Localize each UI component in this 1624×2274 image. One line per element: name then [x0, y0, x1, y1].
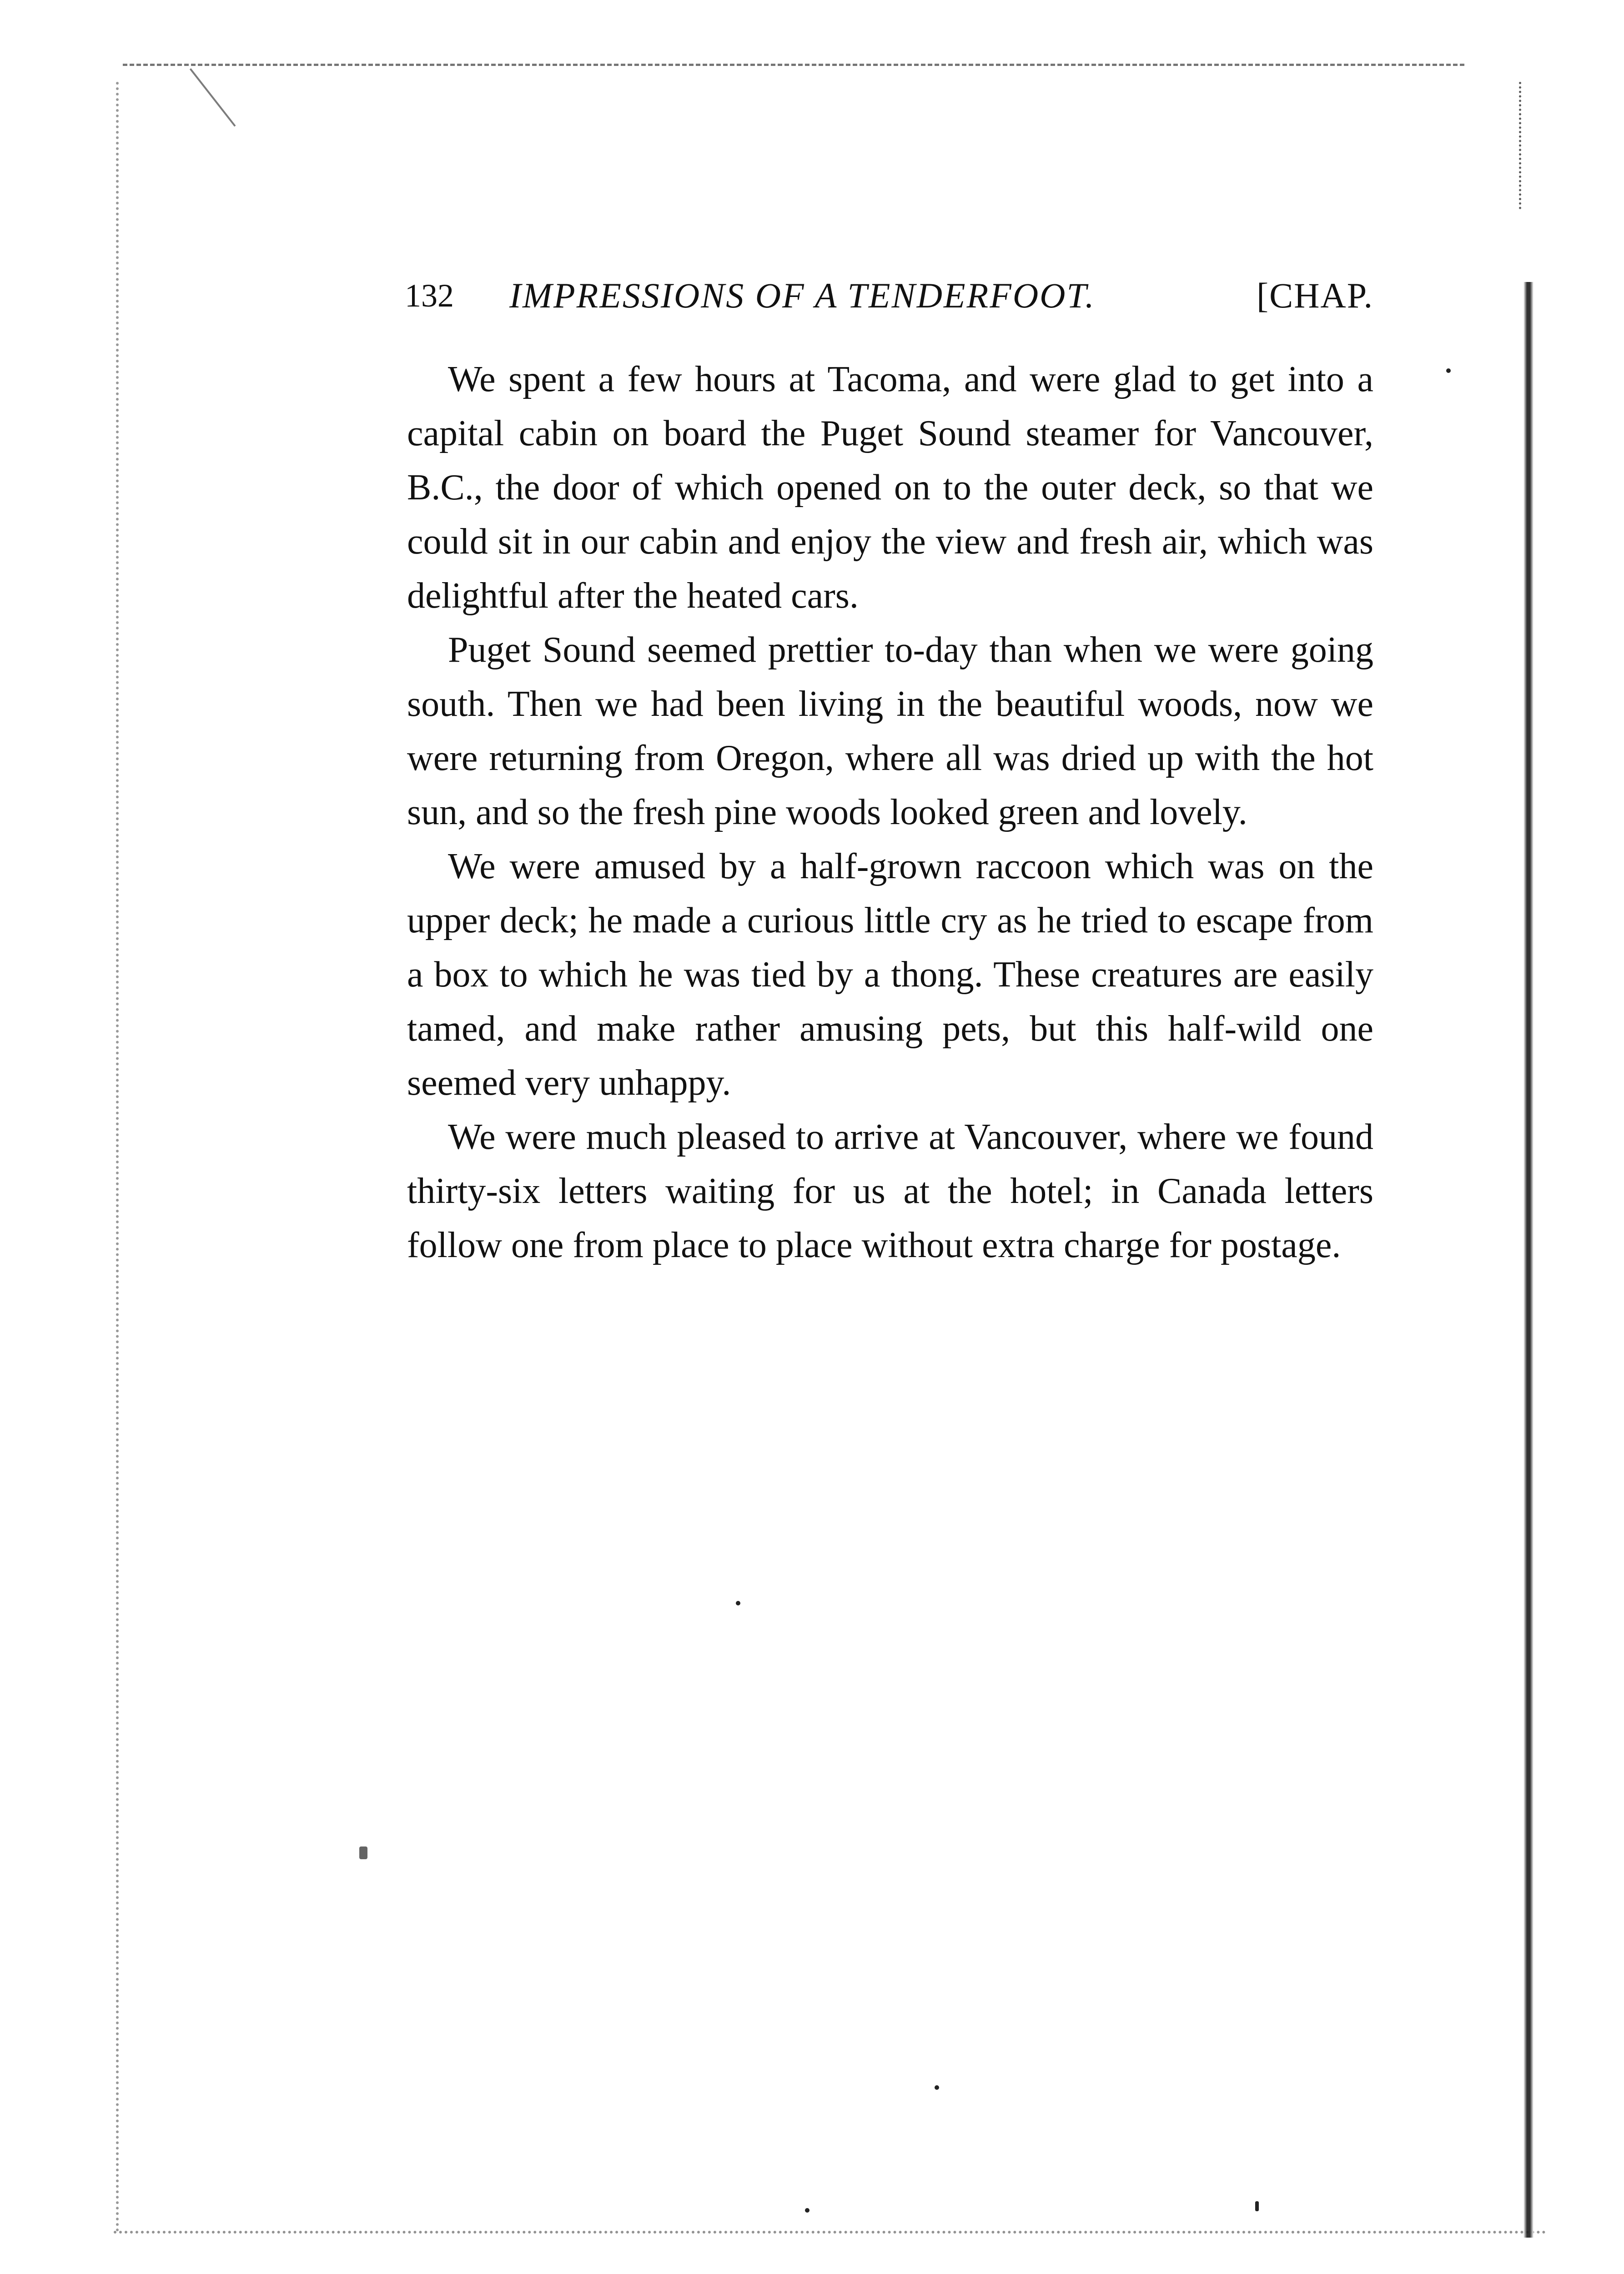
body-text — [407, 352, 1373, 1273]
paragraph: We spent a few hours at Tacoma, and were glad to get into a capital cabin on board the Puget Sound steamer for Vancouver, B.C., the door of which opened on to the outer deck, so that we could sit in our cabin and enjoy the view and fresh air, which was delightful after the heated cars. — [407, 359, 1373, 616]
running-title: IMPRESSIONS OF A TENDERFOOT. — [509, 276, 1096, 315]
dust-speck — [1446, 368, 1451, 373]
dust-speck — [359, 1846, 367, 1859]
chapter-label: [CHAP. — [1257, 276, 1373, 315]
paragraph: Puget Sound seemed prettier to-day than when we were going south. Then we had been living in the beautiful woods, now we were returning from Oregon, where all was dried up with the hot sun, and so the fresh pine woods looked green and lovely. — [407, 630, 1373, 832]
running-head — [405, 275, 1373, 316]
paragraph: We were amused by a half-grown raccoon which was on the upper deck; he made a curious little cry as he tried to escape from a box to which he was tied by a thong. These creatures are easily tamed, and make rather amusing pets, but this half-wild one seemed very unhappy. — [407, 846, 1373, 1103]
dust-speck — [1255, 2201, 1259, 2211]
scan-corner-mark — [190, 68, 236, 127]
scan-edge-right-binding — [1523, 282, 1533, 2238]
scan-edge-top — [123, 64, 1464, 66]
dust-speck — [805, 2208, 809, 2213]
scan-edge-right-upper — [1519, 82, 1525, 209]
dust-speck — [935, 2085, 939, 2090]
paragraph: We were much pleased to arrive at Vancouver, where we found thirty-six letters waiting for us at the hotel; in Canada letters follow one from place to place without extra charge for postage. — [407, 1117, 1373, 1265]
page-number: 132 — [405, 277, 454, 314]
dust-speck — [736, 1601, 740, 1605]
scan-edge-bottom — [114, 2231, 1546, 2234]
scan-edge-left — [116, 82, 119, 2233]
